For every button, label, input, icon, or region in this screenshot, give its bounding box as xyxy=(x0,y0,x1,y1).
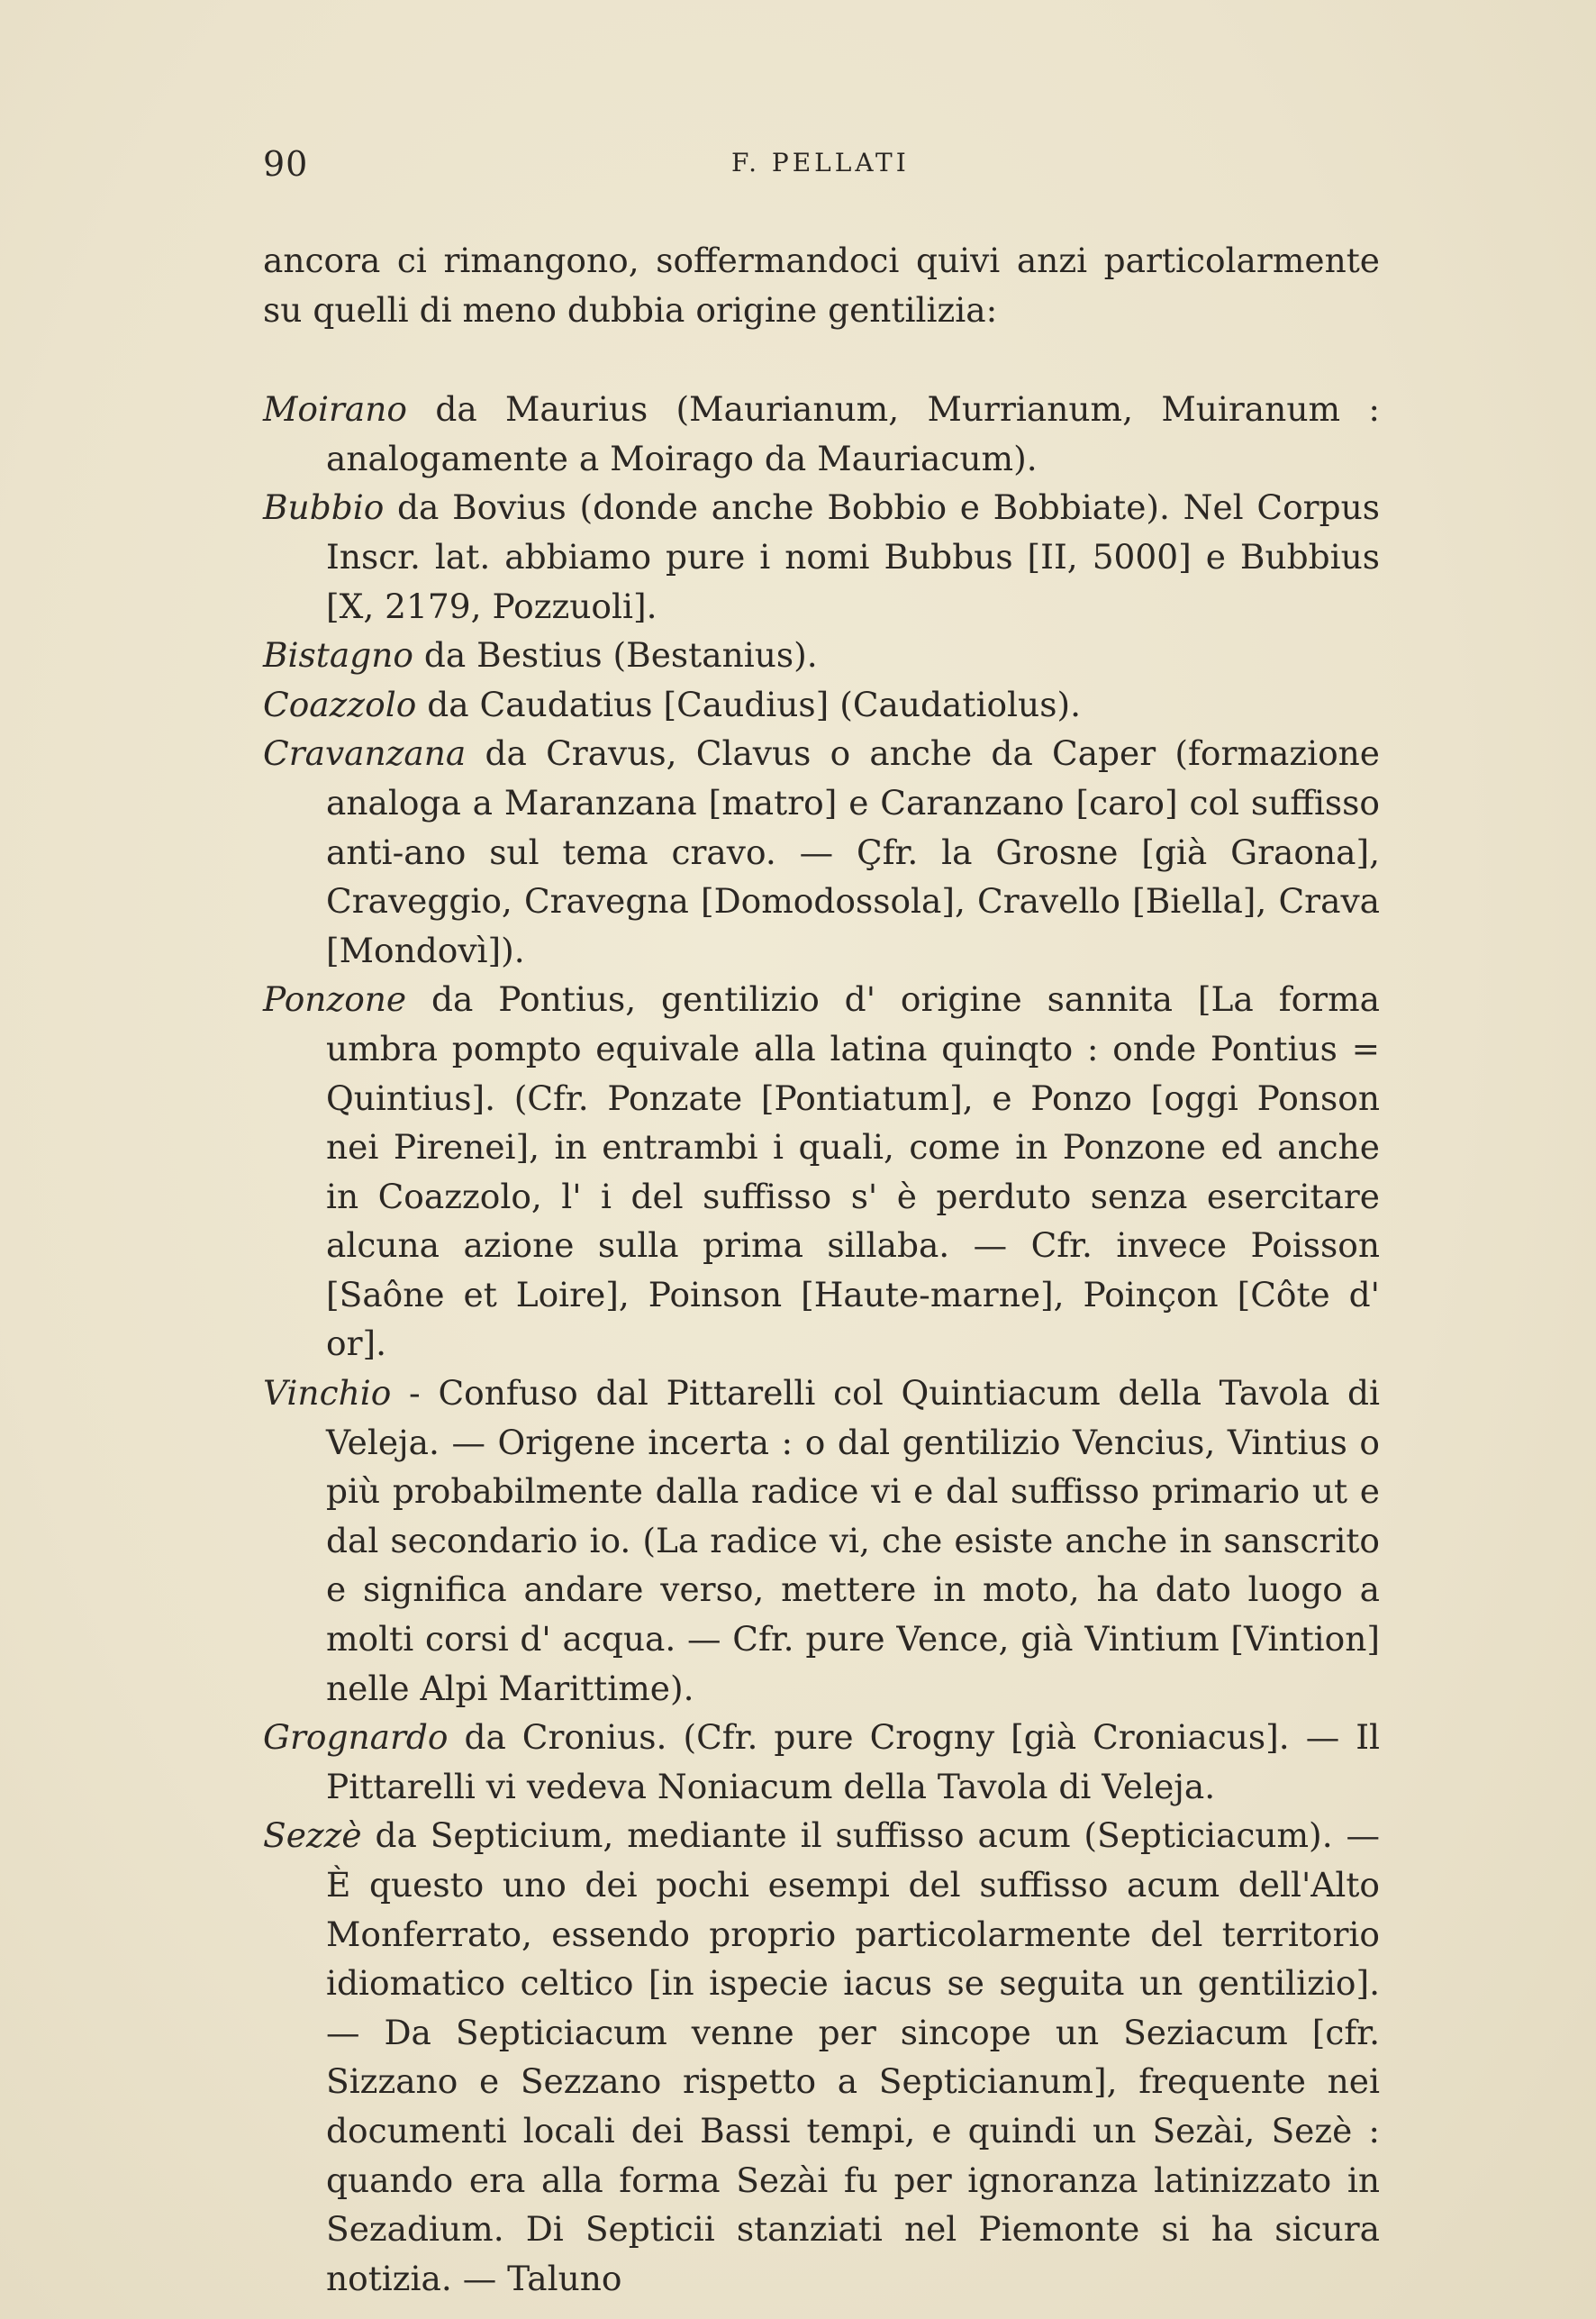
headword: Bistagno xyxy=(263,635,413,676)
entry-moirano xyxy=(263,385,1380,483)
entry-bistagno xyxy=(263,631,1380,680)
entry-sezze xyxy=(263,1811,1380,2303)
entry-grognardo xyxy=(263,1713,1380,1811)
entry-vinchio xyxy=(263,1369,1380,1713)
entry-ponzone xyxy=(263,975,1380,1369)
entry-coazzolo xyxy=(263,680,1380,730)
entry-bubbio xyxy=(263,483,1380,631)
entry-text: da Cravus, Clavus o anche da Caper (formazione analoga a Maranzana [matro] e Caranzano [caro] col suffisso anti-ano sul tema cravo. — Çfr. la Grosne [già Graona], Craveggio, Cravegna [Domodossola], Cravello [Biella], Crava [Mondovì]). xyxy=(326,733,1380,970)
entry-text: da Bestius (Bestanius). xyxy=(413,635,818,676)
entry-text: da Cronius. (Cfr. pure Crogny [già Croniacus]. — Il Pittarelli vi vedeva Noniacum della Tavola di Veleja. xyxy=(326,1717,1380,1806)
entry-text: da Bovius (donde anche Bobbio e Bobbiate). Nel Corpus Inscr. lat. abbiamo pure i nomi Bubbus [II, 5000] e Bubbius [X, 2179, Pozzuoli]. xyxy=(326,487,1380,626)
page-body xyxy=(263,236,1380,2303)
headword: Bubbio xyxy=(263,487,385,528)
entry-text: da Maurius (Maurianum, Murrianum, Muiranum : analogamente a Moirago da Mauriacum). xyxy=(326,389,1380,478)
headword: Coazzolo xyxy=(263,684,417,724)
headword: Ponzone xyxy=(263,979,407,1020)
intro-paragraph: ancora ci rimangono, soffermandoci quivi anzi particolarmente su quelli di meno dubbia origine gentilizia: xyxy=(263,241,1380,330)
headword: Vinchio xyxy=(263,1373,392,1414)
entry-text: da Septicium, mediante il suffisso acum (Septiciacum). — È questo uno dei pochi esempi del suffisso acum dell'Alto Monferrato, essendo proprio particolarmente del territorio idiomatico celtico [in ispecie iacus se seguita un gentilizio]. — Da Septiciacum venne per sincope un Seziacum [cfr. Sizzano e Sezzano rispetto a Septicianum], frequente nei documenti locali dei Bassi tempi, e quindi un Sezài, Sezè : quando era alla forma Sezài fu per ignoranza latinizzato in Sezadium. Di Septicii stanziati nel Piemonte si ha sicura notizia. — Taluno xyxy=(326,1815,1380,2298)
page-header xyxy=(263,144,1380,198)
running-head: F. PELLATI xyxy=(731,148,910,177)
headword: Moirano xyxy=(263,389,407,430)
page-number: 90 xyxy=(263,144,309,184)
entry-text: da Pontius, gentilizio d' origine sannita [La forma umbra pompto equivale alla latina quinqto : onde Pontius = Quintius]. (Cfr. Ponzate [Pontiatum], e Ponzo [oggi Ponson nei Pirenei], in entrambi i quali, come in Ponzone ed anche in Coazzolo, l' i del suffisso s' è perduto senza esercitare alcuna azione sulla prima sillaba. — Cfr. invece Poisson [Saône et Loire], Poinson [Haute-marne], Poinçon [Côte d' or]. xyxy=(326,979,1380,1364)
entry-text: da Caudatius [Caudius] (Caudatiolus). xyxy=(416,684,1081,724)
headword: Grognardo xyxy=(263,1717,449,1758)
entry-text: - Confuso dal Pittarelli col Quintiacum della Tavola di Veleja. — Origene incerta : o dal gentilizio Vencius, Vintius o più probabilmente dalla radice vi e dal suffisso primario ut e dal secondario io. (La radice vi, che esiste anche in sanscrito e significa andare verso, mettere in moto, ha dato luogo a molti corsi d' acqua. — Cfr. pure Vence, già Vintium [Vintion] nelle Alpi Marittime). xyxy=(326,1373,1380,1708)
entry-cravanzana xyxy=(263,729,1380,975)
headword: Sezzè xyxy=(263,1815,362,1856)
headword: Cravanzana xyxy=(263,733,467,774)
